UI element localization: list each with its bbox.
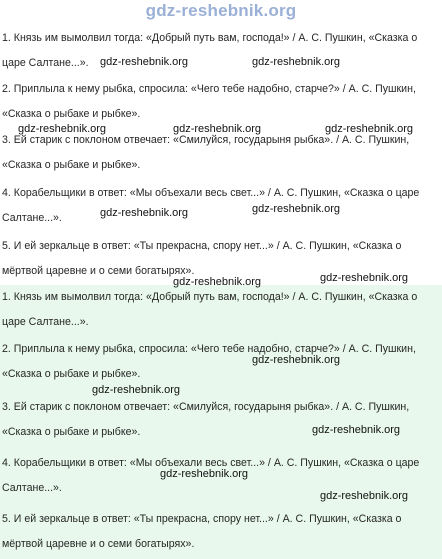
- watermark-text: gdz-reshebnik.org: [100, 207, 189, 219]
- watermark-text: gdz-reshebnik.org: [320, 272, 409, 284]
- sentence-item: 3. Ей старик с поклоном отвечает: «Смилуйся, государыня рыбка». / А. С. Пушкин, «Сказка о рыбаке и рыбке».: [2, 401, 410, 438]
- site-title: gdz-reshebnik.org: [145, 1, 297, 20]
- sentence-item: 4. Корабельщики в ответ: «Мы объехали весь свет...» / А. С. Пушкин, «Сказка о царе Салтане...».: [2, 187, 420, 224]
- watermark-text: gdz-reshebnik.org: [325, 123, 414, 135]
- watermark-text: gdz-reshebnik.org: [160, 468, 249, 480]
- sentence-item: 5. И ей зеркальце в ответ: «Ты прекрасна, спору нет...» / А. С. Пушкин, «Сказка о мёртвой царевне и о семи богатырях».: [2, 513, 402, 550]
- sentence-item: 2. Приплыла к нему рыбка, спросила: «Чего тебе надобно, старче?» / А. С. Пушкин, «Сказка о рыбаке и рыбке».: [2, 343, 416, 380]
- watermark-text: gdz-reshebnik.org: [173, 276, 262, 288]
- sentence-item: 5. И ей зеркальце в ответ: «Ты прекрасна, спору нет...» / А. С. Пушкин, «Сказка о мёртвой царевне и о семи богатырях».: [2, 240, 402, 277]
- watermark-text: gdz-reshebnik.org: [92, 384, 181, 396]
- sentence-item: 1. Князь им вымолвил тогда: «Добрый путь вам, господа!» / А. С. Пушкин, «Сказка о царе Салтане...».: [2, 32, 418, 69]
- site-header: [0, 0, 442, 26]
- watermark-text: gdz-reshebnik.org: [100, 56, 189, 68]
- watermark-text: gdz-reshebnik.org: [252, 56, 341, 68]
- watermark-text: gdz-reshebnik.org: [18, 123, 107, 135]
- sentence-item: 4. Корабельщики в ответ: «Мы объехали весь свет...» / А. С. Пушкин, «Сказка о царе Салтане...».: [2, 457, 420, 494]
- sentence-item: 2. Приплыла к нему рыбка, спросила: «Чего тебе надобно, старче?» / А. С. Пушкин, «Сказка о рыбаке и рыбке».: [2, 83, 416, 120]
- watermark-text: gdz-reshebnik.org: [252, 203, 341, 215]
- sentence-item: 3. Ей старик с поклоном отвечает: «Смилуйся, государыня рыбка». / А. С. Пушкин, «Сказка о рыбаке и рыбке».: [2, 134, 410, 171]
- watermark-text: gdz-reshebnik.org: [252, 354, 341, 366]
- answer-block-original: [0, 26, 442, 285]
- answer-block-corrected: [0, 285, 442, 559]
- watermark-text: gdz-reshebnik.org: [312, 424, 401, 436]
- watermark-text: gdz-reshebnik.org: [320, 490, 409, 502]
- sentence-item: 1. Князь им вымолвил тогда: «Добрый путь вам, господа!» / А. С. Пушкин, «Сказка о царе Салтане...».: [2, 291, 418, 328]
- watermark-text: gdz-reshebnik.org: [173, 123, 262, 135]
